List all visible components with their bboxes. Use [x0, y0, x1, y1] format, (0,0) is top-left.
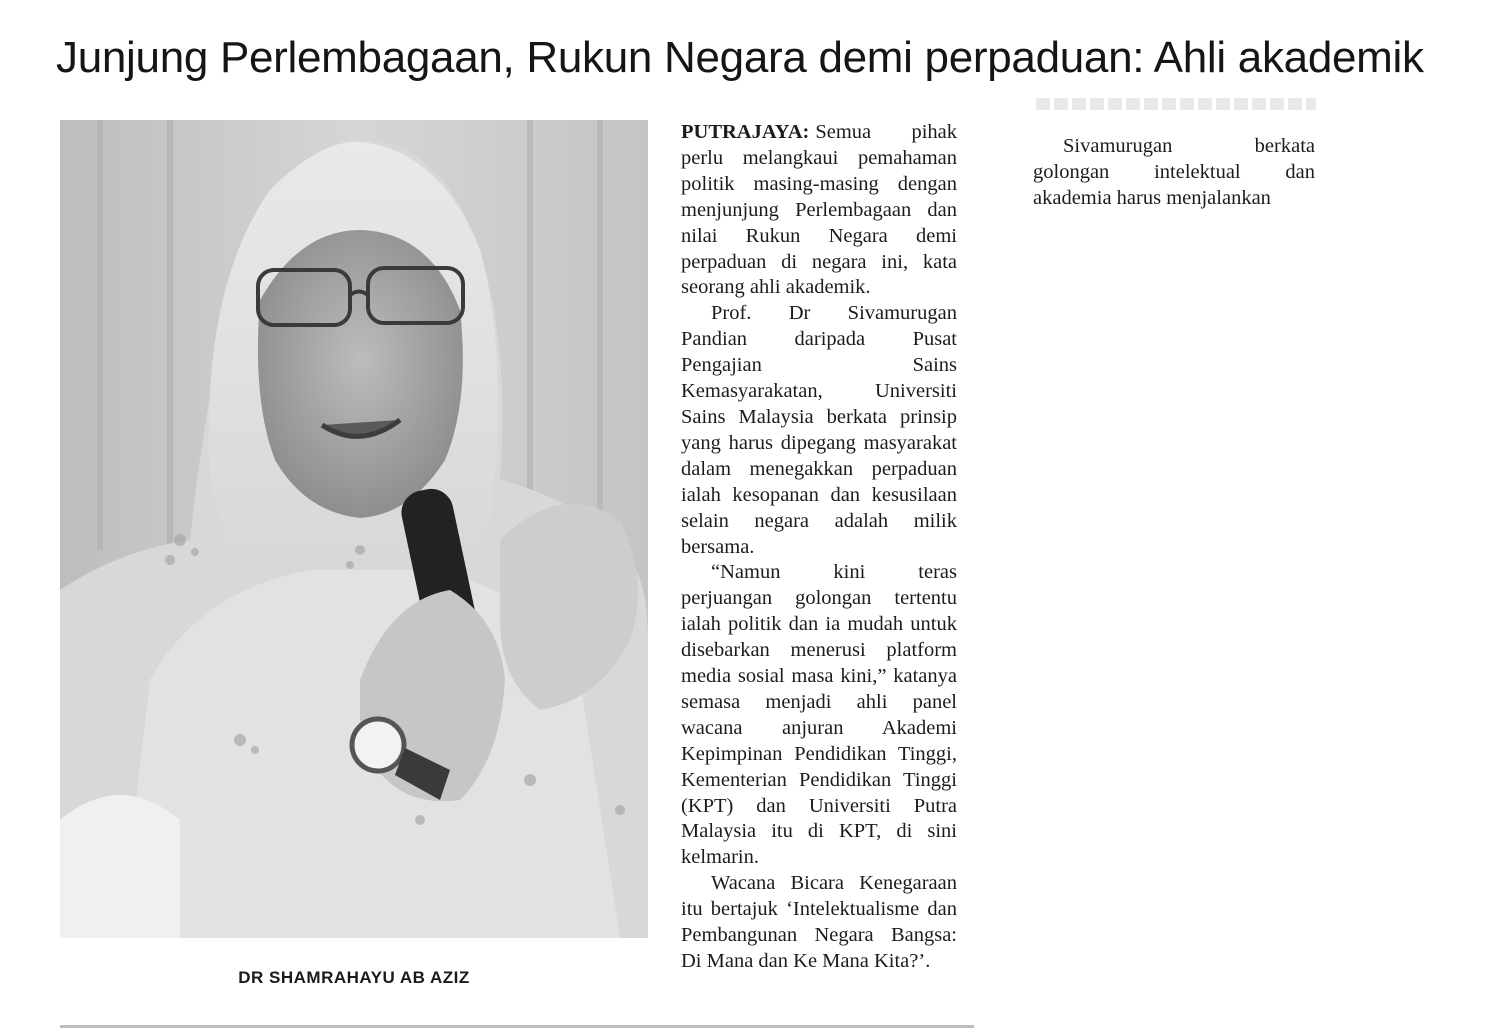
article-column-1 — [681, 120, 957, 975]
dateline: PUTRAJAYA: — [681, 121, 810, 143]
paragraph: Sivamurugan berkata golongan intelektual dan akademia harus menjalankan — [1033, 135, 1315, 209]
lead-paragraph — [681, 120, 957, 301]
paragraph: “Namun kini teras perjuangan golongan tertentu ialah politik dan ia mudah untuk disebarkan menerusi platform media sosial masa kini,” katanya semasa menjadi ahli panel wacana anjuran Akademi Kepimpinan Pendidikan Tinggi, Kementerian Pendidikan Tinggi (KPT) dan Universiti Putra Malaysia itu di KPT, di sini kelmarin. — [681, 561, 957, 869]
portrait-photo — [60, 120, 648, 938]
photo-caption: DR SHAMRAHAYU AB AZIZ — [238, 968, 470, 987]
paragraph-text: Semua pihak perlu melangkaui pemahaman politik masing-masing dengan menjunjung Perlembagaan dan nilai Rukun Negara demi perpaduan di negara ini, kata seorang ahli akademik. — [681, 121, 957, 299]
paragraph: Wacana Bicara Kenegaraan itu bertajuk ‘Intelektualisme dan Pembangunan Negara Bangsa: Di Mana dan Ke Mana Kita?’. — [681, 872, 957, 972]
bottom-rule — [60, 1025, 974, 1028]
headline: Junjung Perlembagaan, Rukun Negara demi perpaduan: Ahli akademik — [56, 33, 1424, 82]
portrait-icon — [60, 120, 648, 938]
article-column-2 — [1033, 134, 1315, 212]
paragraph: Prof. Dr Sivamurugan Pandian daripada Pusat Pengajian Sains Kemasyarakatan, Universiti Sains Malaysia berkata prinsip yang harus dipegang masyarakat dalam menegakkan perpaduan ialah kesopanan dan kesusilaan selain negara adalah milik bersama. — [681, 302, 957, 558]
faded-text-fragment — [1036, 98, 1316, 110]
